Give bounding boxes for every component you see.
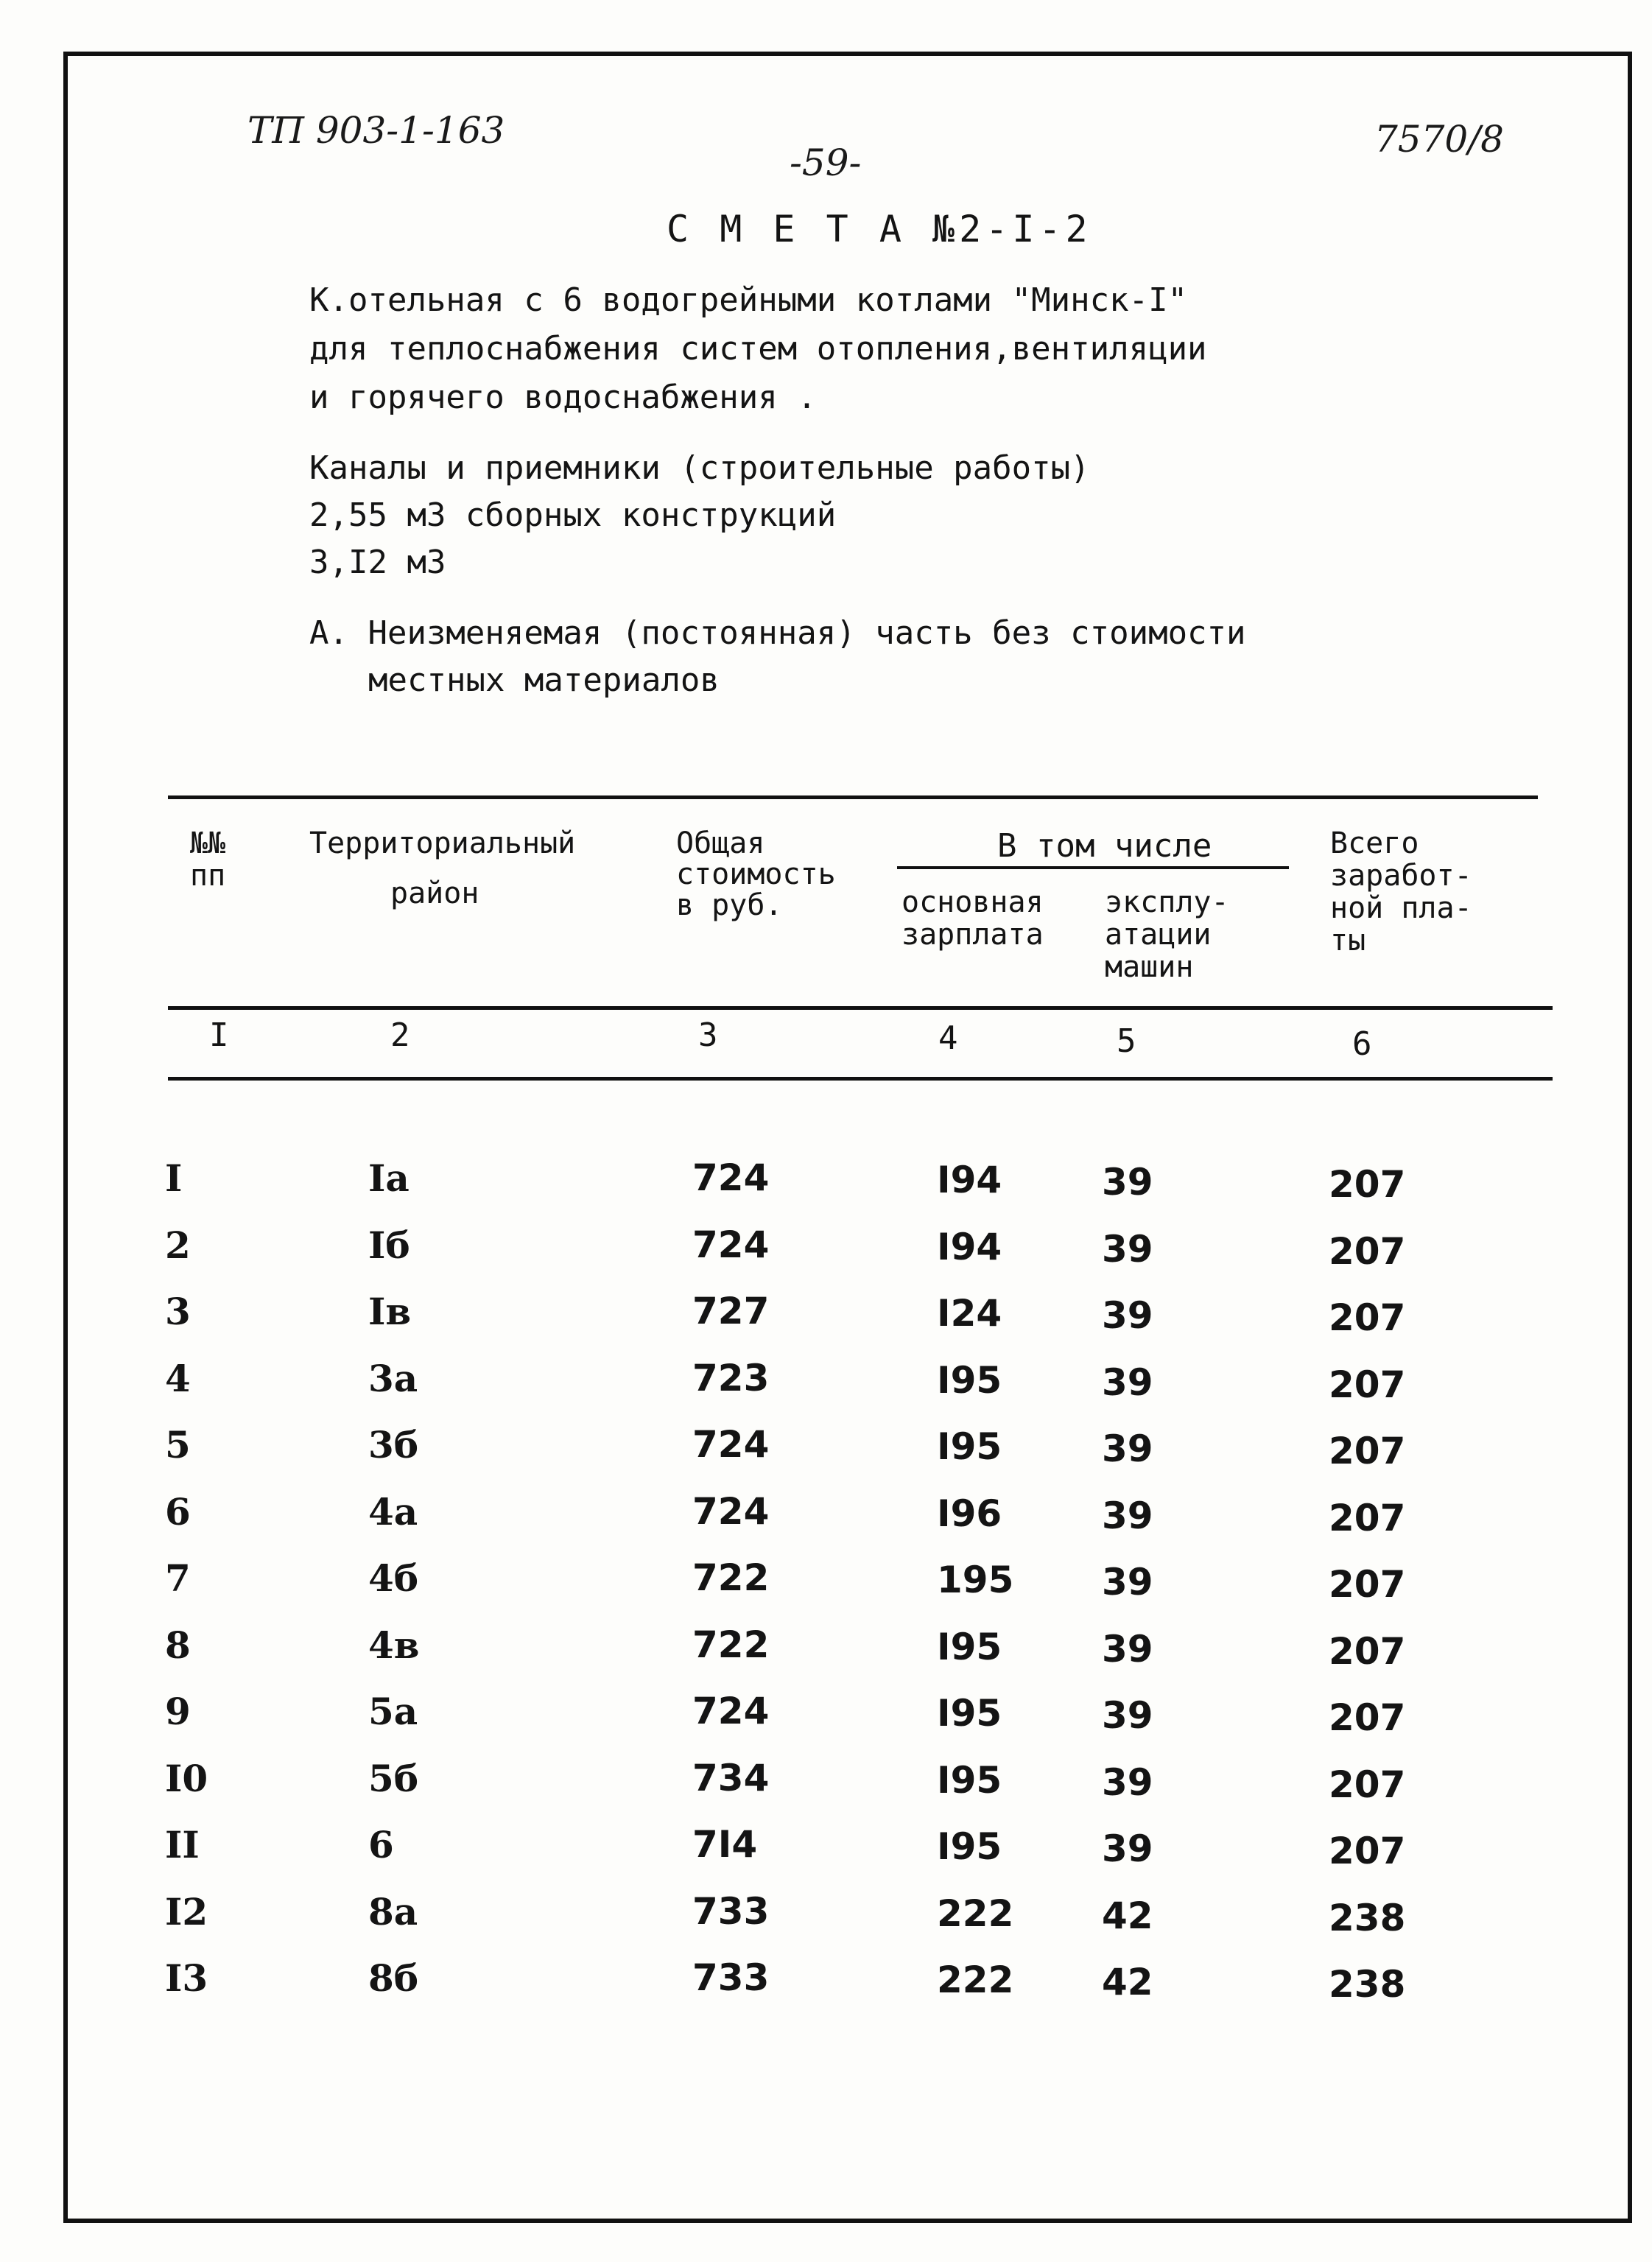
table-row [0, 1156, 1652, 1223]
base-wage-cell: I95 [937, 1692, 1002, 1735]
header-num-2: пп [190, 859, 226, 893]
header-wage-1: основная [901, 885, 1044, 919]
total-cost-cell: 734 [692, 1756, 770, 1799]
header-payroll-3: ной пла- [1330, 891, 1472, 925]
machine-cost-cell: 39 [1102, 1227, 1153, 1271]
region-cell: Iв [368, 1290, 412, 1333]
table-row [0, 1890, 1652, 1956]
row-number: I2 [165, 1889, 208, 1933]
table-row [0, 1623, 1652, 1690]
region-cell: Iб [368, 1223, 410, 1267]
column-number-6: 6 [1352, 1025, 1372, 1063]
machine-cost-cell: 39 [1102, 1827, 1153, 1870]
base-wage-cell: I24 [937, 1292, 1002, 1335]
machine-cost-cell: 39 [1102, 1561, 1153, 1604]
page-number: -59- [790, 141, 862, 184]
header-total-1: Общая [676, 826, 765, 860]
column-number-3: 3 [698, 1016, 718, 1054]
base-wage-cell: I95 [937, 1425, 1002, 1468]
header-machines-1: эксплу- [1105, 885, 1229, 919]
subject-line-2: 2,55 м3 сборных конструкций [309, 496, 837, 534]
machine-cost-cell: 39 [1102, 1427, 1153, 1470]
table-row [0, 1757, 1652, 1823]
payroll-total-cell: 207 [1329, 1229, 1406, 1273]
header-total-2: стоимость [676, 857, 836, 891]
base-wage-cell: I95 [937, 1758, 1002, 1802]
description-line-1: К.отельная с 6 водогрейными котлами "Минск-I" [309, 281, 1188, 319]
header-bottom-rule [168, 1006, 1553, 1010]
description-line-3: и горячего водоснабжения . [309, 379, 817, 416]
total-cost-cell: 724 [692, 1489, 770, 1533]
row-number: 8 [165, 1623, 191, 1667]
base-wage-cell: 222 [937, 1959, 1014, 2001]
estimate-title: С М Е Т А №2-I-2 [667, 208, 1092, 250]
payroll-total-cell: 207 [1329, 1296, 1406, 1339]
row-number: 5 [165, 1423, 191, 1467]
section-line-1: А. Неизменяемая (постоянная) часть без стоимости [309, 614, 1246, 652]
machine-cost-cell: 39 [1102, 1161, 1153, 1204]
group-rule [897, 866, 1289, 869]
row-number: 9 [165, 1690, 191, 1733]
header-region-1: Территориальный [309, 826, 576, 860]
region-cell: Iа [368, 1156, 410, 1200]
base-wage-cell: I95 [937, 1825, 1002, 1868]
subject-line-1: Каналы и приемники (строительные работы) [309, 449, 1090, 487]
region-cell: 8а [368, 1889, 418, 1933]
column-number-2: 2 [390, 1016, 410, 1054]
base-wage-cell: 195 [937, 1559, 1014, 1601]
payroll-total-cell: 207 [1329, 1563, 1406, 1606]
machine-cost-cell: 39 [1102, 1760, 1153, 1804]
payroll-total-cell: 207 [1329, 1830, 1406, 1872]
region-cell: 8б [368, 1956, 419, 2000]
total-cost-cell: 723 [692, 1356, 770, 1399]
machine-cost-cell: 42 [1102, 1894, 1153, 1937]
header-region-2: район [390, 877, 479, 910]
header-machines-2: атации [1105, 918, 1212, 952]
table-row [0, 1823, 1652, 1889]
region-cell: 3а [368, 1356, 418, 1400]
total-cost-cell: 733 [692, 1889, 770, 1933]
table-row [0, 1223, 1652, 1290]
table-row [0, 1956, 1652, 2023]
column-number-5: 5 [1117, 1022, 1136, 1060]
header-payroll-2: заработ- [1330, 859, 1472, 893]
row-number: 3 [165, 1290, 191, 1333]
column-numbers-rule [168, 1077, 1553, 1081]
header-group: В том числе [997, 827, 1212, 865]
payroll-total-cell: 238 [1329, 1963, 1406, 2006]
project-code: ТП 903-1-163 [247, 109, 505, 152]
region-cell: 4в [368, 1623, 420, 1667]
payroll-total-cell: 238 [1329, 1896, 1406, 1939]
machine-cost-cell: 39 [1102, 1294, 1153, 1337]
base-wage-cell: I95 [937, 1625, 1002, 1668]
table-row [0, 1690, 1652, 1756]
payroll-total-cell: 207 [1329, 1430, 1406, 1472]
machine-cost-cell: 39 [1102, 1627, 1153, 1671]
payroll-total-cell: 207 [1329, 1763, 1406, 1806]
total-cost-cell: 7I4 [692, 1823, 758, 1866]
total-cost-cell: 724 [692, 1156, 770, 1199]
region-cell: 4а [368, 1489, 418, 1534]
row-number: I3 [165, 1956, 208, 2000]
total-cost-cell: 724 [692, 1690, 770, 1732]
table-row [0, 1423, 1652, 1489]
total-cost-cell: 722 [692, 1623, 770, 1666]
payroll-total-cell: 207 [1329, 1496, 1406, 1539]
payroll-total-cell: 207 [1329, 1629, 1406, 1673]
region-cell: 5а [368, 1690, 418, 1733]
row-number: II [165, 1823, 200, 1866]
total-cost-cell: 733 [692, 1956, 770, 1999]
row-number: 6 [165, 1489, 191, 1534]
column-number-4: 4 [938, 1019, 958, 1057]
base-wage-cell: 222 [937, 1892, 1014, 1935]
table-row [0, 1357, 1652, 1423]
payroll-total-cell: 207 [1329, 1163, 1406, 1206]
base-wage-cell: I94 [937, 1159, 1002, 1201]
description-line-2: для теплоснабжения систем отопления,вентиляции [309, 330, 1207, 368]
row-number: 4 [165, 1356, 191, 1400]
row-number: I [165, 1156, 183, 1200]
header-total-3: в руб. [676, 888, 783, 922]
region-cell: 5б [368, 1756, 419, 1800]
section-line-2: местных материалов [368, 661, 720, 699]
header-payroll-1: Всего [1330, 826, 1419, 860]
table-row [0, 1556, 1652, 1623]
base-wage-cell: I95 [937, 1358, 1002, 1402]
row-number: 7 [165, 1556, 191, 1600]
header-wage-2: зарплата [901, 918, 1044, 952]
payroll-total-cell: 207 [1329, 1363, 1406, 1406]
table-row [0, 1490, 1652, 1556]
payroll-total-cell: 207 [1329, 1696, 1406, 1739]
total-cost-cell: 722 [692, 1556, 770, 1599]
base-wage-cell: I94 [937, 1225, 1002, 1268]
region-cell: 3б [368, 1423, 419, 1467]
machine-cost-cell: 39 [1102, 1360, 1153, 1404]
document-code: 7570/8 [1374, 118, 1504, 161]
machine-cost-cell: 39 [1102, 1694, 1153, 1737]
region-cell: 4б [368, 1556, 419, 1600]
subject-line-3: 3,I2 м3 [309, 544, 446, 581]
table-top-rule [168, 795, 1538, 799]
column-number-1: I [209, 1016, 229, 1054]
machine-cost-cell: 39 [1102, 1494, 1153, 1537]
total-cost-cell: 724 [692, 1423, 770, 1466]
header-num-1: №№ [190, 826, 226, 860]
header-machines-3: машин [1105, 950, 1194, 984]
header-payroll-4: ты [1330, 924, 1366, 958]
region-cell: 6 [368, 1823, 394, 1866]
row-number: I0 [165, 1756, 208, 1800]
row-number: 2 [165, 1223, 191, 1267]
total-cost-cell: 724 [692, 1223, 770, 1266]
total-cost-cell: 727 [692, 1290, 770, 1332]
table-row [0, 1290, 1652, 1356]
base-wage-cell: I96 [937, 1492, 1002, 1535]
machine-cost-cell: 42 [1102, 1961, 1153, 2003]
